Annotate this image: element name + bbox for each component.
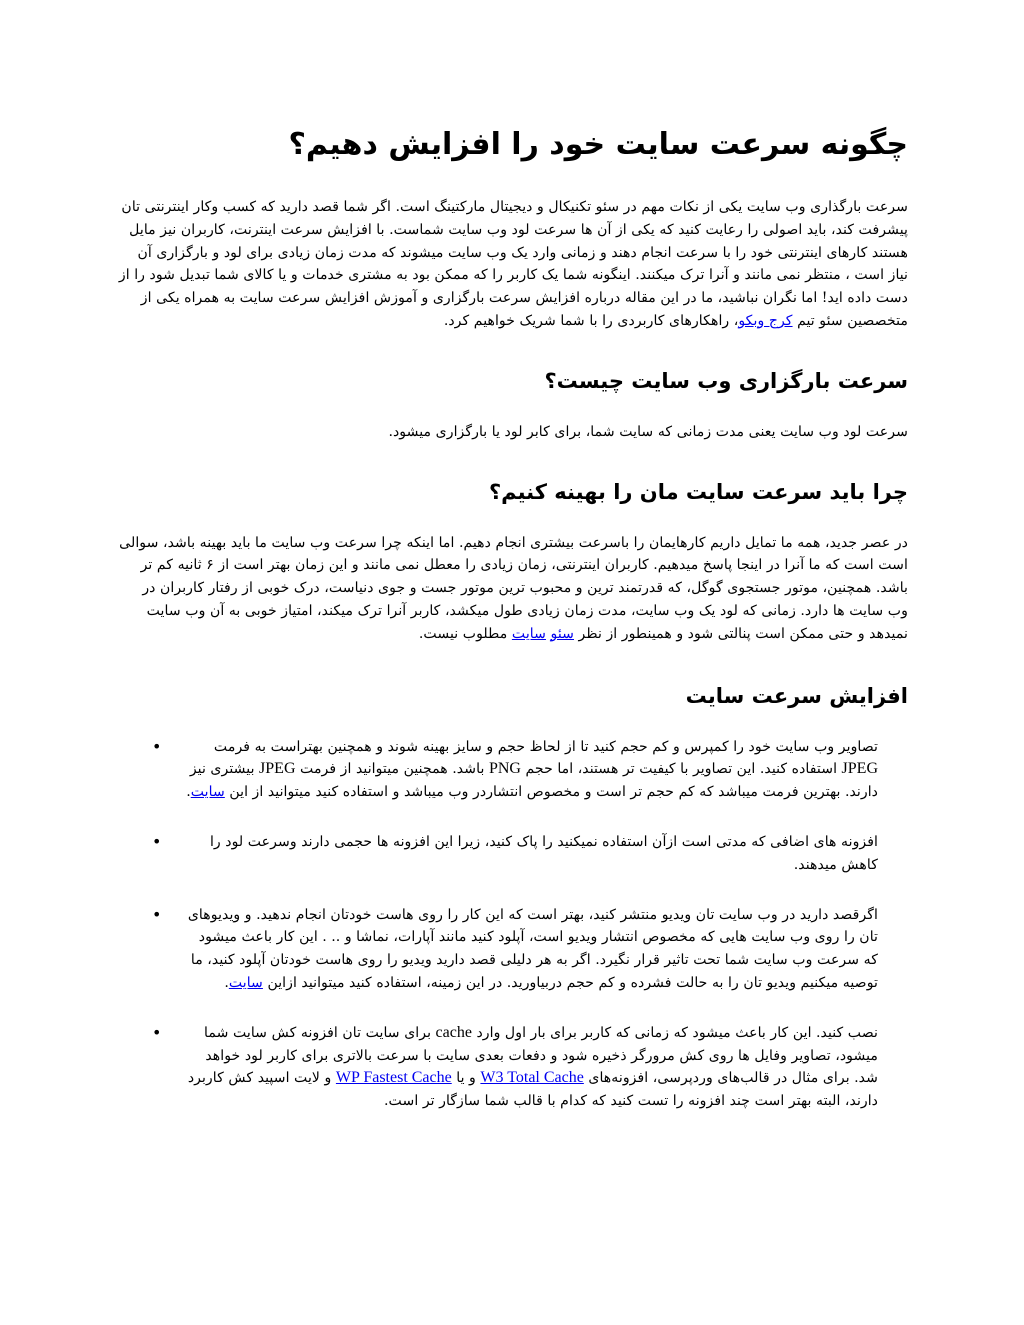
section-heading-page-speed: سرعت بارگزاری وب سایت چیست؟ bbox=[544, 368, 908, 393]
seo-link[interactable]: سئو bbox=[550, 625, 574, 642]
list-item bbox=[118, 1022, 908, 1113]
tip-text-after: . bbox=[224, 974, 229, 991]
tip-text-after: و لایت اسپید کش کاربرد دارند، البته بهتر است چند افزونه را تست کنید که کدام با قالب شما سازگار تر است. bbox=[187, 1070, 878, 1110]
bullet-icon: • bbox=[152, 831, 162, 851]
bullet-icon: • bbox=[152, 904, 162, 924]
intro-text: سرعت بارگذاری وب سایت یکی از نکات مهم در سئو تکنیکال و دیجیتال مارکتینگ است. اگر شما قصد دارید که کسب وکار اینترنتی تان پیشرفت کند، باید اصولی را رعایت کنید که یکی از آن ها سرعت لود وب سایت شماست. با افزایش سرعت اینترنت، کاربران نیز مایل هستند کارهای اینترنتی خود را با سرعت انجام دهند و زمانی وارد یک وب سایت میشوند که مدت زمان زیادی برای لود و بارگزاری آن نیاز است ، منتظر نمی مانند و آنرا ترک میکنند. اینگونه شما یک کاربر را که ممکن بود به مشتری خدمات و یا کالای شما تبدیل شود را از دست داده اید! اما نگران نباشید، ما در این مقاله درباره افزایش سرعت بارگزاری و آموزش افزایش سرعت سایت به همراه یکی از متخصصین سئو تیم bbox=[118, 199, 908, 329]
tip-text: بیشتری نیز دارند. بهترین فرمت میباشد که کم حجم تر است و مخصوص انتشاردر وب میباشد و استفاده کنید میتوانید از این bbox=[189, 761, 878, 801]
tip-remove-plugins: افزونه های اضافی که مدتی است ازآن استفاده نمیکنید را پاک کنید، زیرا این افزونه ها حجمی دارند وسرعت لود را کاهش میدهند. bbox=[209, 833, 878, 873]
section-heading-why-optimize: چرا باید سرعت سایت مان را بهینه کنیم؟ bbox=[488, 479, 908, 504]
list-item bbox=[118, 736, 908, 804]
page-speed-paragraph: سرعت لود وب سایت یعنی مدت زمانی که سایت شما، برای کابر لود یا بارگزاری میشود. bbox=[388, 423, 908, 440]
intro-paragraph bbox=[118, 196, 908, 333]
karaj-webco-link[interactable]: کرج وبکو bbox=[738, 312, 793, 329]
document-page bbox=[118, 118, 908, 1140]
why-optimize-paragraph bbox=[118, 532, 908, 646]
intro-text-after: ، راهکارهای کاربردی را با شما شریک خواهیم کرد. bbox=[443, 312, 739, 329]
why-optimize-text: در عصر جدید، همه ما تمایل داریم کارهایمان را باسرعت بیشتری انجام دهیم. اما اینکه چرا سرعت وب سایت ما باید بهینه باشد، سوالی است است که ما آنرا در اینجا پاسخ میدهیم. کاربران اینترنتی، زمان زیادی را معطل نمی مانند و این زمان بهتر است از ۶ ثانیه کم تر باشد. همچنین، موتور جستجوی گوگل، که قدرتمند ترین و محبوب ترین موتور جست و جوی دنیاست، درک خوبی از رفتار کاربران در وب سایت ها دارد. زمانی که لود یک وب سایت، مدت زمان زیادی طول میکشد، کاربر آنرا ترک میکند، امتیاز خوبی به آن وب سایت نمیدهد و حتی ممکن است پنالتی شود و همینطور از نظر bbox=[119, 534, 908, 642]
tip-text: تصاویر وب سایت خود را کمپرس و کم حجم کنید تا از لحاظ حجم و سایز بهینه شوند و همچنین بهتراست به فرمت bbox=[213, 738, 878, 755]
page-title: چگونه سرعت سایت خود را افزایش دهیم؟ bbox=[288, 127, 908, 162]
jpeg-label: JPEG bbox=[259, 760, 296, 778]
list-item bbox=[118, 904, 908, 995]
site-link[interactable]: سایت bbox=[511, 625, 546, 642]
png-label: PNG bbox=[488, 760, 521, 778]
jpeg-label: JPEG bbox=[841, 760, 878, 778]
tip-image-compression bbox=[180, 736, 878, 804]
tip-text: و یا bbox=[456, 1070, 476, 1087]
tips-list bbox=[118, 736, 908, 1113]
tip-video-hosting bbox=[180, 904, 878, 995]
site-link[interactable]: سایت bbox=[228, 974, 263, 991]
tip-text: اگرقصد دارید در وب سایت تان ویدیو منتشر کنید، بهتر است که این کار را روی هاست خودتان انجام ندهید. و ویدیوهای تان را روی وب سایت هایی که مخصوص انتشار ویدیو است، آپلود کنید مانند آپارات، نماشا و .. . این کار باعث میشود که سرعت وب سایت شما تحت تاثیر قرار نگیرد. اگر به هر دلیلی قصد دارید ویدیو را روی هاست خودتان آپلود کنید، ما توصیه میکنیم ویدیو تان را به حالت فشرده و کم حجم دربیاورید. در این زمینه، استفاده کنید میتوانید ازاین bbox=[187, 906, 878, 991]
tip-text: برای سایت تان افزونه کش سایت شما میشود، تصاویر وفایل ها روی کش مرورگر ذخیره شود و دفعات بعدی سایت با سرعت بالاتری برای کاربر لود خواهد شد. برای مثال در قالب‌های وردپرسی، افزونه‌های bbox=[204, 1024, 878, 1087]
section-heading-increase-speed: افزایش سرعت سایت bbox=[685, 683, 908, 708]
tip-cache-plugin bbox=[180, 1022, 878, 1113]
bullet-icon: • bbox=[152, 736, 162, 756]
tip-text: استفاده کنید. این تصاویر با کیفیت تر هستند، اما حجم bbox=[525, 761, 838, 778]
wp-fastest-cache-link[interactable]: WP Fastest Cache bbox=[335, 1069, 452, 1087]
tip-text-after: . bbox=[186, 784, 191, 801]
why-optimize-text-after: مطلوب نیست. bbox=[418, 625, 508, 642]
list-item bbox=[118, 831, 908, 877]
bullet-icon: • bbox=[152, 1022, 162, 1042]
tip-text: نصب کنید. این کار باعث میشود که زمانی که کاربر برای بار اول وارد bbox=[476, 1024, 878, 1041]
tip-text: باشد. همچنین میتوانید از فرمت bbox=[300, 761, 485, 778]
cache-label: cache bbox=[435, 1023, 472, 1041]
site-link[interactable]: سایت bbox=[190, 784, 225, 801]
w3-total-cache-link[interactable]: W3 Total Cache bbox=[480, 1069, 584, 1087]
